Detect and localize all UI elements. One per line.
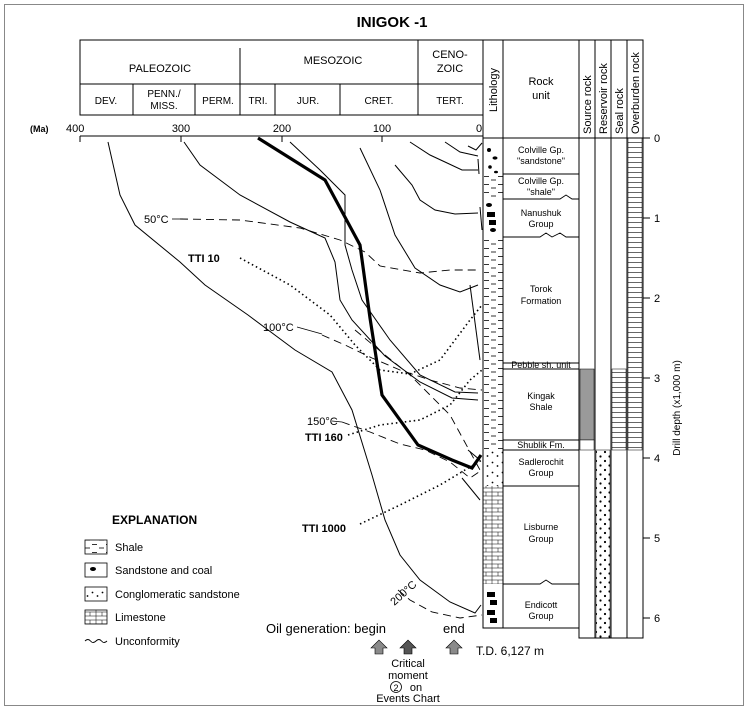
shale-swatch: [85, 540, 107, 554]
limestone-swatch: [85, 610, 107, 624]
rock-unit-label: Endicott: [524, 600, 558, 610]
critical-moment-label: moment: [388, 670, 428, 682]
total-depth-label: T.D. 6,127 m: [476, 644, 545, 658]
label-50c: 50°C: [144, 214, 169, 226]
depth-tick-label: 2: [654, 293, 661, 305]
depth-tick-label: 3: [654, 373, 661, 385]
rock-unit-label: Kingak: [527, 391, 555, 401]
depth-tick-label: 1: [654, 213, 661, 225]
era-cenozoic-bottom: ZOIC: [436, 63, 464, 75]
rock-unit-label: Group: [528, 219, 554, 229]
era-mesozoic: MESOZOIC: [303, 55, 363, 67]
label-tti-10: TTI 10: [188, 253, 220, 265]
burial-curve-layer: [470, 285, 480, 360]
rock-unit-header: Rock: [528, 76, 554, 88]
curve-label-leaders: [172, 219, 342, 422]
age-tick-label: 0: [475, 123, 483, 135]
legend-label: Unconformity: [115, 636, 180, 648]
isotherm-150c: [342, 422, 482, 478]
age-tick-label: 400: [66, 123, 85, 135]
source-rock-bar-shublik: [580, 440, 594, 450]
tti-160-line: [348, 370, 482, 435]
oil-generation-arrows: [371, 640, 462, 654]
seal-rock-bar: [612, 369, 626, 450]
legend-title: EXPLANATION: [112, 513, 198, 527]
conglomeratic-sandstone-swatch: [85, 587, 107, 601]
burial-curve-layer: [478, 159, 479, 174]
age-axis: [80, 136, 483, 142]
seal-rock-header: Seal rock: [614, 88, 626, 134]
isotherm-100c: [322, 335, 482, 390]
depth-tick-label: 5: [654, 533, 661, 545]
burial-curve-layer: [462, 478, 480, 500]
unconformity-icon: [85, 640, 107, 643]
period-penn: PENN./: [147, 89, 181, 100]
rock-unit-label: Formation: [520, 296, 562, 306]
rock-unit-label: Shale: [529, 402, 553, 412]
overburden-rock-header: Overburden rock: [630, 52, 642, 134]
rock-unit-label: Group: [528, 468, 554, 478]
rock-unit-label: Nanushuk: [520, 208, 562, 218]
rock-unit-label: "shale": [527, 187, 555, 197]
oil-generation-label: Oil generation: begin: [266, 621, 386, 636]
begin-arrow-icon: [371, 640, 387, 654]
rock-unit-label: Colville Gp.: [517, 176, 565, 186]
era-paleozoic: PALEOZOIC: [128, 63, 192, 75]
rock-unit-label: Torok: [529, 284, 553, 294]
label-200c: 200°C: [388, 578, 420, 609]
burial-curve-layer: [480, 207, 482, 230]
legend-label: Sandstone and coal: [115, 565, 213, 577]
rock-unit-label: Shublik Fm.: [517, 440, 565, 450]
tti-10-line: [240, 258, 482, 374]
lithology-column: [483, 40, 503, 628]
age-axis-unit: (Ma): [30, 124, 49, 134]
burial-curve-layer: [395, 165, 478, 214]
label-150c: 150°C: [307, 416, 338, 428]
period-perm: PERM.: [202, 96, 234, 107]
rock-unit-label: Sadlerochit: [518, 457, 564, 467]
source-rock-burial-curve: [258, 138, 481, 468]
depth-tick-label: 0: [654, 133, 661, 145]
legend-swatches: [85, 540, 107, 643]
rock-unit-label: Lisburne: [523, 522, 559, 532]
period-cret: CRET.: [364, 96, 394, 107]
depth-axis-label: Drill depth (x1,000 m): [672, 360, 683, 456]
burial-curve-layer: [468, 143, 482, 150]
period-dev: DEV.: [94, 96, 118, 107]
reservoir-rock-header: Reservoir rock: [598, 63, 610, 134]
rock-unit-label: Group: [528, 534, 554, 544]
end-arrow-icon: [446, 640, 462, 654]
reservoir-rock-bar: [596, 450, 610, 638]
overburden-rock-bar: [628, 138, 642, 450]
critical-moment-label: Critical: [391, 658, 425, 670]
legend-label: Conglomeratic sandstone: [115, 589, 240, 601]
critical-moment-arrow-icon: [400, 640, 416, 654]
label-tti-160: TTI 160: [305, 432, 343, 444]
depth-axis: [643, 138, 650, 618]
legend-label: Limestone: [115, 612, 166, 624]
age-tick-label: 300: [171, 123, 191, 135]
rock-unit-label: "sandstone": [517, 156, 565, 166]
critical-moment-label: Events Chart: [376, 693, 440, 705]
rock-unit-header: unit: [532, 90, 550, 102]
time-scale-header: [80, 40, 483, 115]
era-cenozoic-top: CENO-: [432, 49, 468, 61]
oil-generation-end-label: end: [443, 621, 465, 636]
period-miss: MISS.: [150, 101, 178, 112]
source-rock-bar: [580, 369, 594, 440]
critical-moment-label: on: [409, 682, 423, 694]
burial-curve-layer: [410, 142, 478, 170]
age-tick-label: 100: [372, 123, 392, 135]
rock-unit-label: Colville Gp.: [517, 145, 565, 155]
critical-moment-number: 2: [393, 683, 399, 693]
lithology-header: Lithology: [488, 67, 500, 112]
label-100c: 100°C: [263, 322, 294, 334]
rock-unit-label: Group: [528, 611, 554, 621]
depth-tick-label: 4: [654, 453, 661, 465]
label-tti-1000: TTI 1000: [302, 523, 347, 535]
period-jur: JUR.: [296, 96, 320, 107]
burial-curves: [108, 142, 482, 613]
isotherm-50c: [180, 219, 480, 273]
period-tri: TRI.: [248, 96, 268, 107]
tti-1000-line: [360, 460, 482, 524]
diagram-title: INIGOK -1: [356, 14, 428, 31]
rock-unit-label: Pebble sh. unit: [511, 360, 571, 370]
age-tick-label: 200: [272, 123, 292, 135]
depth-tick-label: 6: [654, 613, 661, 625]
period-tert: TERT.: [436, 96, 464, 107]
source-rock-header: Source rock: [582, 75, 594, 134]
sandstone-coal-swatch: [85, 563, 107, 577]
legend-label: Shale: [115, 542, 144, 554]
